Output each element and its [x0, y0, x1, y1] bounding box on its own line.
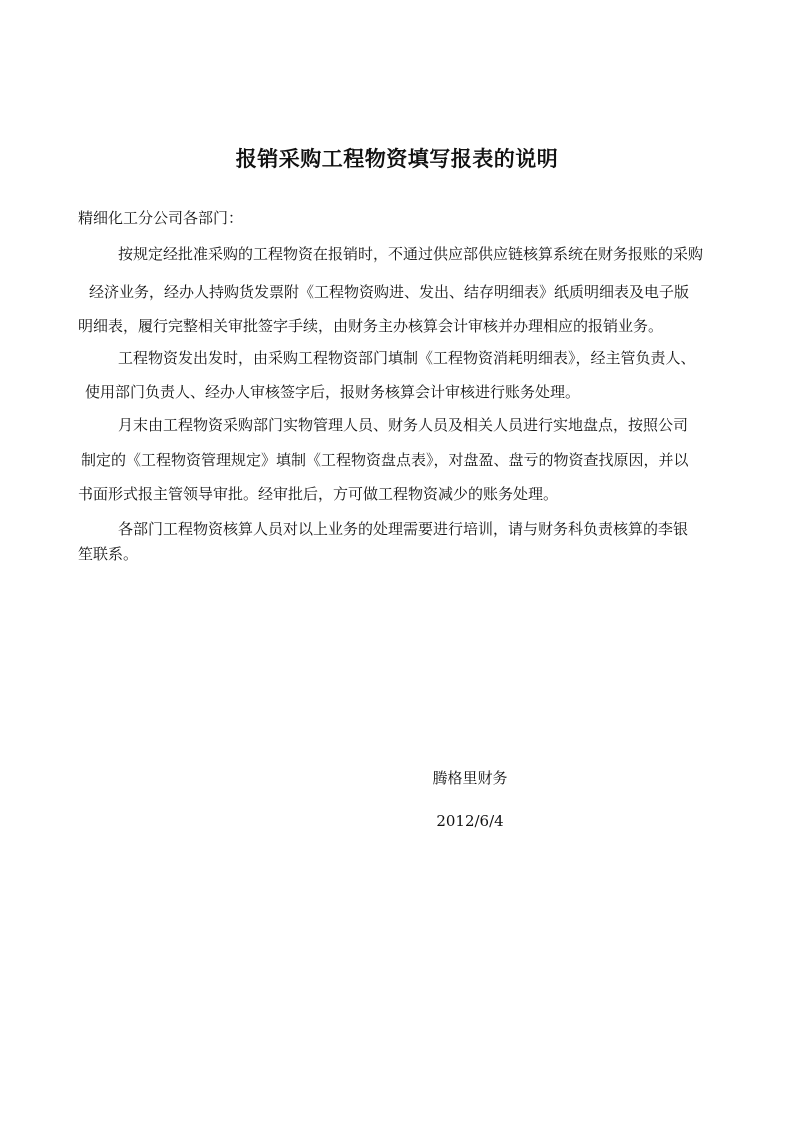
paragraph-2-line-2: 使用部门负责人、经办人审核签字后，报财务核算会计审核进行账务处理。: [85, 383, 581, 401]
salutation: 精细化工分公司各部门：: [78, 209, 244, 227]
paragraph-4-line-1: 各部门工程物资核算人员对以上业务的处理需要进行培训，请与财务科负责核算的李银: [118, 520, 689, 538]
paragraph-1-line-1: 按规定经批准采购的工程物资在报销时，不通过供应部供应链核算系统在财务报账的采购: [118, 245, 704, 263]
paragraph-2-line-1: 工程物资发出发时，由采购工程物资部门填制《工程物资消耗明细表》，经主管负责人、: [118, 349, 696, 367]
paragraph-1-line-3: 明细表，履行完整相关审批签字手续，由财务主办核算会计审核并办理相应的报销业务。: [78, 317, 664, 335]
document-title: 报销采购工程物资填写报表的说明: [235, 147, 559, 171]
paragraph-1-line-2: 经济业务，经办人持购货发票附《工程物资购进、发出、结存明细表》纸质明细表及电子版: [89, 283, 690, 301]
paragraph-3-line-1: 月末由工程物资采购部门实物管理人员、财务人员及相关人员进行实地盘点，按照公司: [118, 416, 689, 434]
paragraph-4-line-2: 笙联系。: [78, 545, 139, 563]
paragraph-3-line-2: 制定的《工程物资管理规定》填制《工程物资盘点表》，对盘盈、盘亏的物资查找原因，并以: [81, 451, 689, 469]
paragraph-3-line-3: 书面形式报主管领导审批。经审批后，方可做工程物资减少的账务处理。: [78, 485, 559, 503]
signature-organization: 腾格里财务: [432, 769, 508, 787]
signature-date: 2012/6/4: [436, 812, 504, 830]
